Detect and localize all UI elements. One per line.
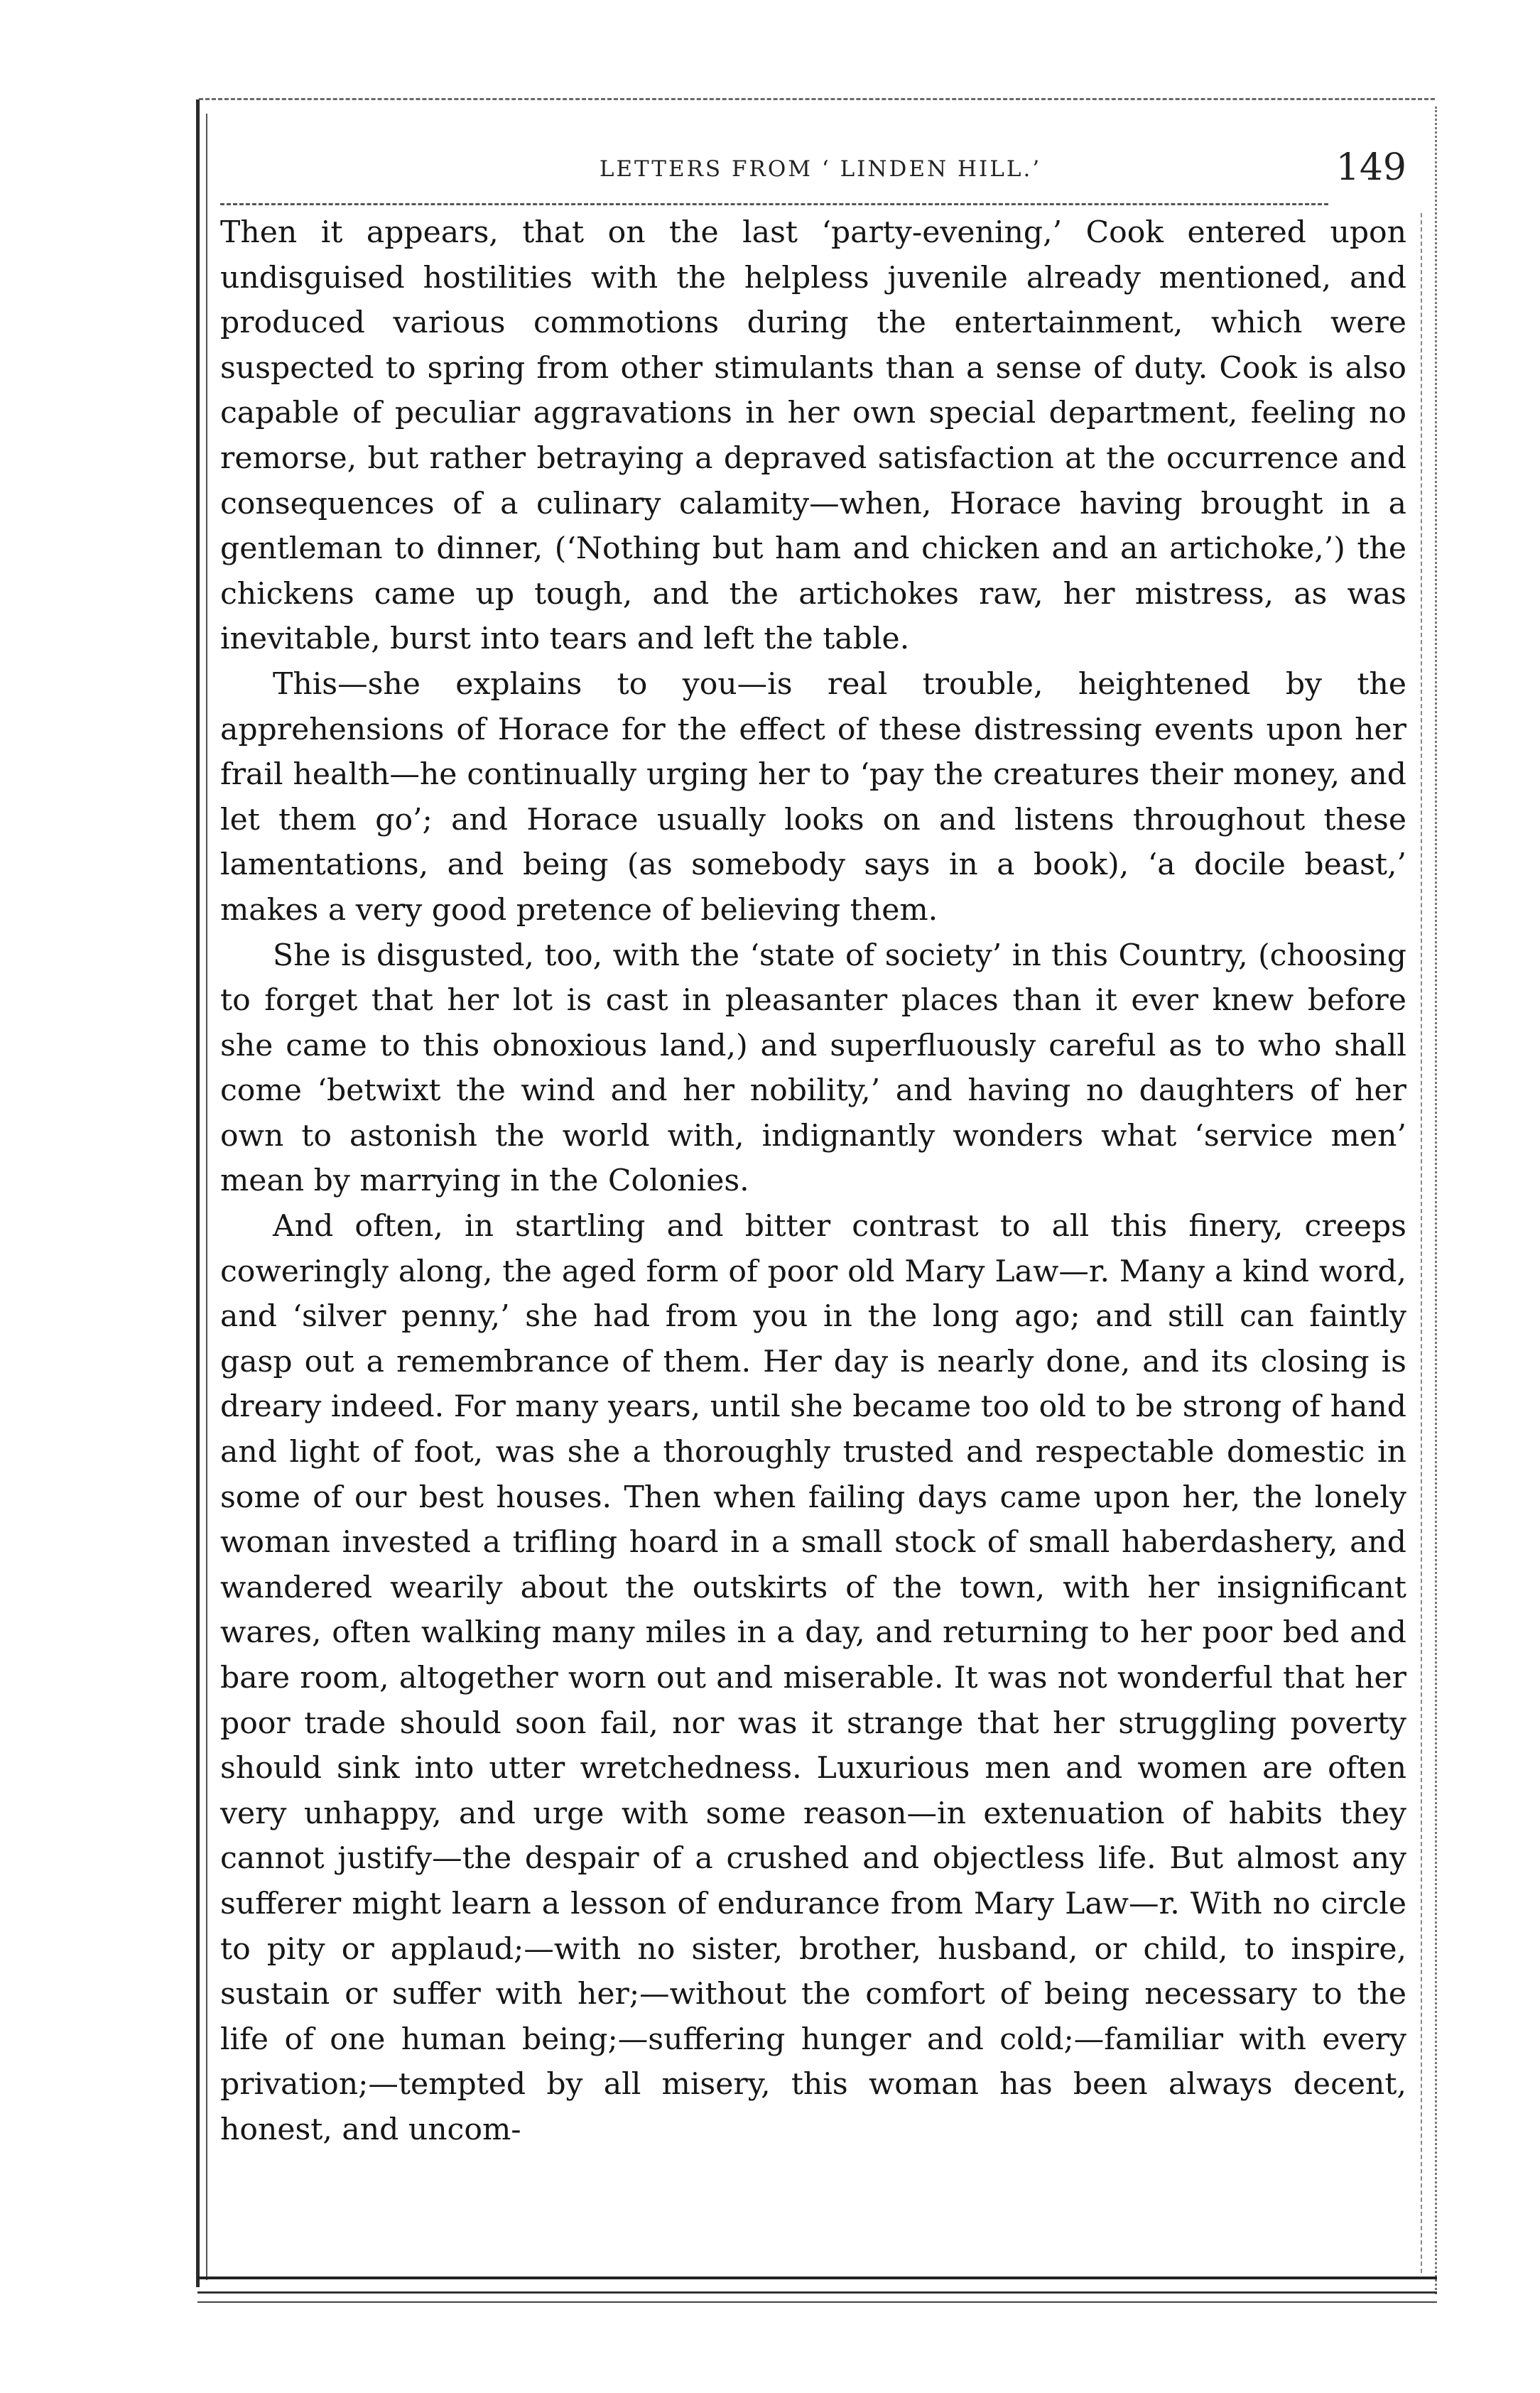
- page-frame-bottom-rule-2: [197, 2291, 1437, 2294]
- page-frame-left-inner-rule: [206, 114, 207, 2280]
- page-frame-bottom-rule-3: [197, 2301, 1437, 2303]
- page-frame-bottom-rule: [197, 2277, 1437, 2279]
- header-rule: [220, 203, 1328, 205]
- page-number: 149: [1335, 146, 1406, 189]
- paragraph: Then it appears, that on the last ‘party-evening,’ Cook entered upon undisguised hostilities with the helpless juvenile already mentioned, and produced various commotions during the entertainment, which were suspected to spring from other stimulants than a sense of duty. Cook is also capable of peculiar aggravations in her own special department, feeling no remorse, but rather betraying a depraved satisfaction at the occurrence and consequences of a culinary calamity—when, Horace having brought in a gentleman to dinner, (‘Nothing but ham and chicken and an artichoke,’) the chickens came up tough, and the artichokes raw, her mistress, as was inevitable, burst into tears and left the table.: [220, 215, 1406, 657]
- paragraph: This—she explains to you—is real trouble, heightened by the apprehensions of Horace for the effect of these distressing events upon her frail health—he continually urging her to ‘pay the creatures their money, and let them go’; and Horace usually looks on and listens throughout these lamentations, and being (as somebody says in a book), ‘a docile beast,’ makes a very good pretence of believing them.: [220, 666, 1406, 928]
- page-frame-right-inner-rule: [1421, 213, 1422, 2273]
- page-frame-top-rule: [199, 98, 1435, 100]
- paragraph: And often, in startling and bitter contrast to all this finery, creeps coweringly along, the aged form of poor old Mary Law—r. Many a kind word, and ‘silver penny,’ she had from you in the long ago; and still can faintly gasp out a remembrance of them. Her day is nearly done, and its closing is dreary indeed. For many years, until she became too old to be strong of hand and light of foot, was she a thoroughly trusted and respectable domestic in some of our best houses. Then when failing days came upon her, the lonely woman invested a trifling hoard in a small stock of small haberdashery, and wandered wearily about the outskirts of the town, with her insignificant wares, often walking many miles in a day, and returning to her poor bed and bare room, altogether worn out and miserable. It was not wonderful that her poor trade should soon fail, nor was it strange that her struggling poverty should sink into utter wretchedness. Luxurious men and women are often very unhappy, and urge with some reason—in extenuation of habits they cannot justify—the despair of a crushed and objectless life. But almost any sufferer might learn a lesson of endurance from Mary Law—r. With no circle to pity or applaud;—with no sister, brother, husband, or child, to inspire, sustain or suffer with her;—without the comfort of being necessary to the life of one human being;—suffering hunger and cold;—familiar with every privation;—tempted by all misery, this woman has been always decent, honest, and uncom-: [220, 1209, 1406, 2147]
- running-header: [220, 142, 1421, 192]
- paragraph: She is disgusted, too, with the ‘state of society’ in this Country, (choosing to forget that her lot is cast in pleasanter places than it ever knew before she came to this obnoxious land,) and superfluously careful as to who shall come ‘betwixt the wind and her nobility,’ and having no daughters of her own to astonish the world with, indignantly wonders what ‘service men’ mean by marrying in the Colonies.: [220, 938, 1406, 1199]
- running-title: LETTERS FROM ‘ LINDEN HILL.’: [599, 156, 1042, 182]
- body-text: [220, 210, 1406, 2153]
- page-frame-right-rule: [1435, 107, 1437, 2294]
- page-frame-left-rule: [196, 99, 200, 2287]
